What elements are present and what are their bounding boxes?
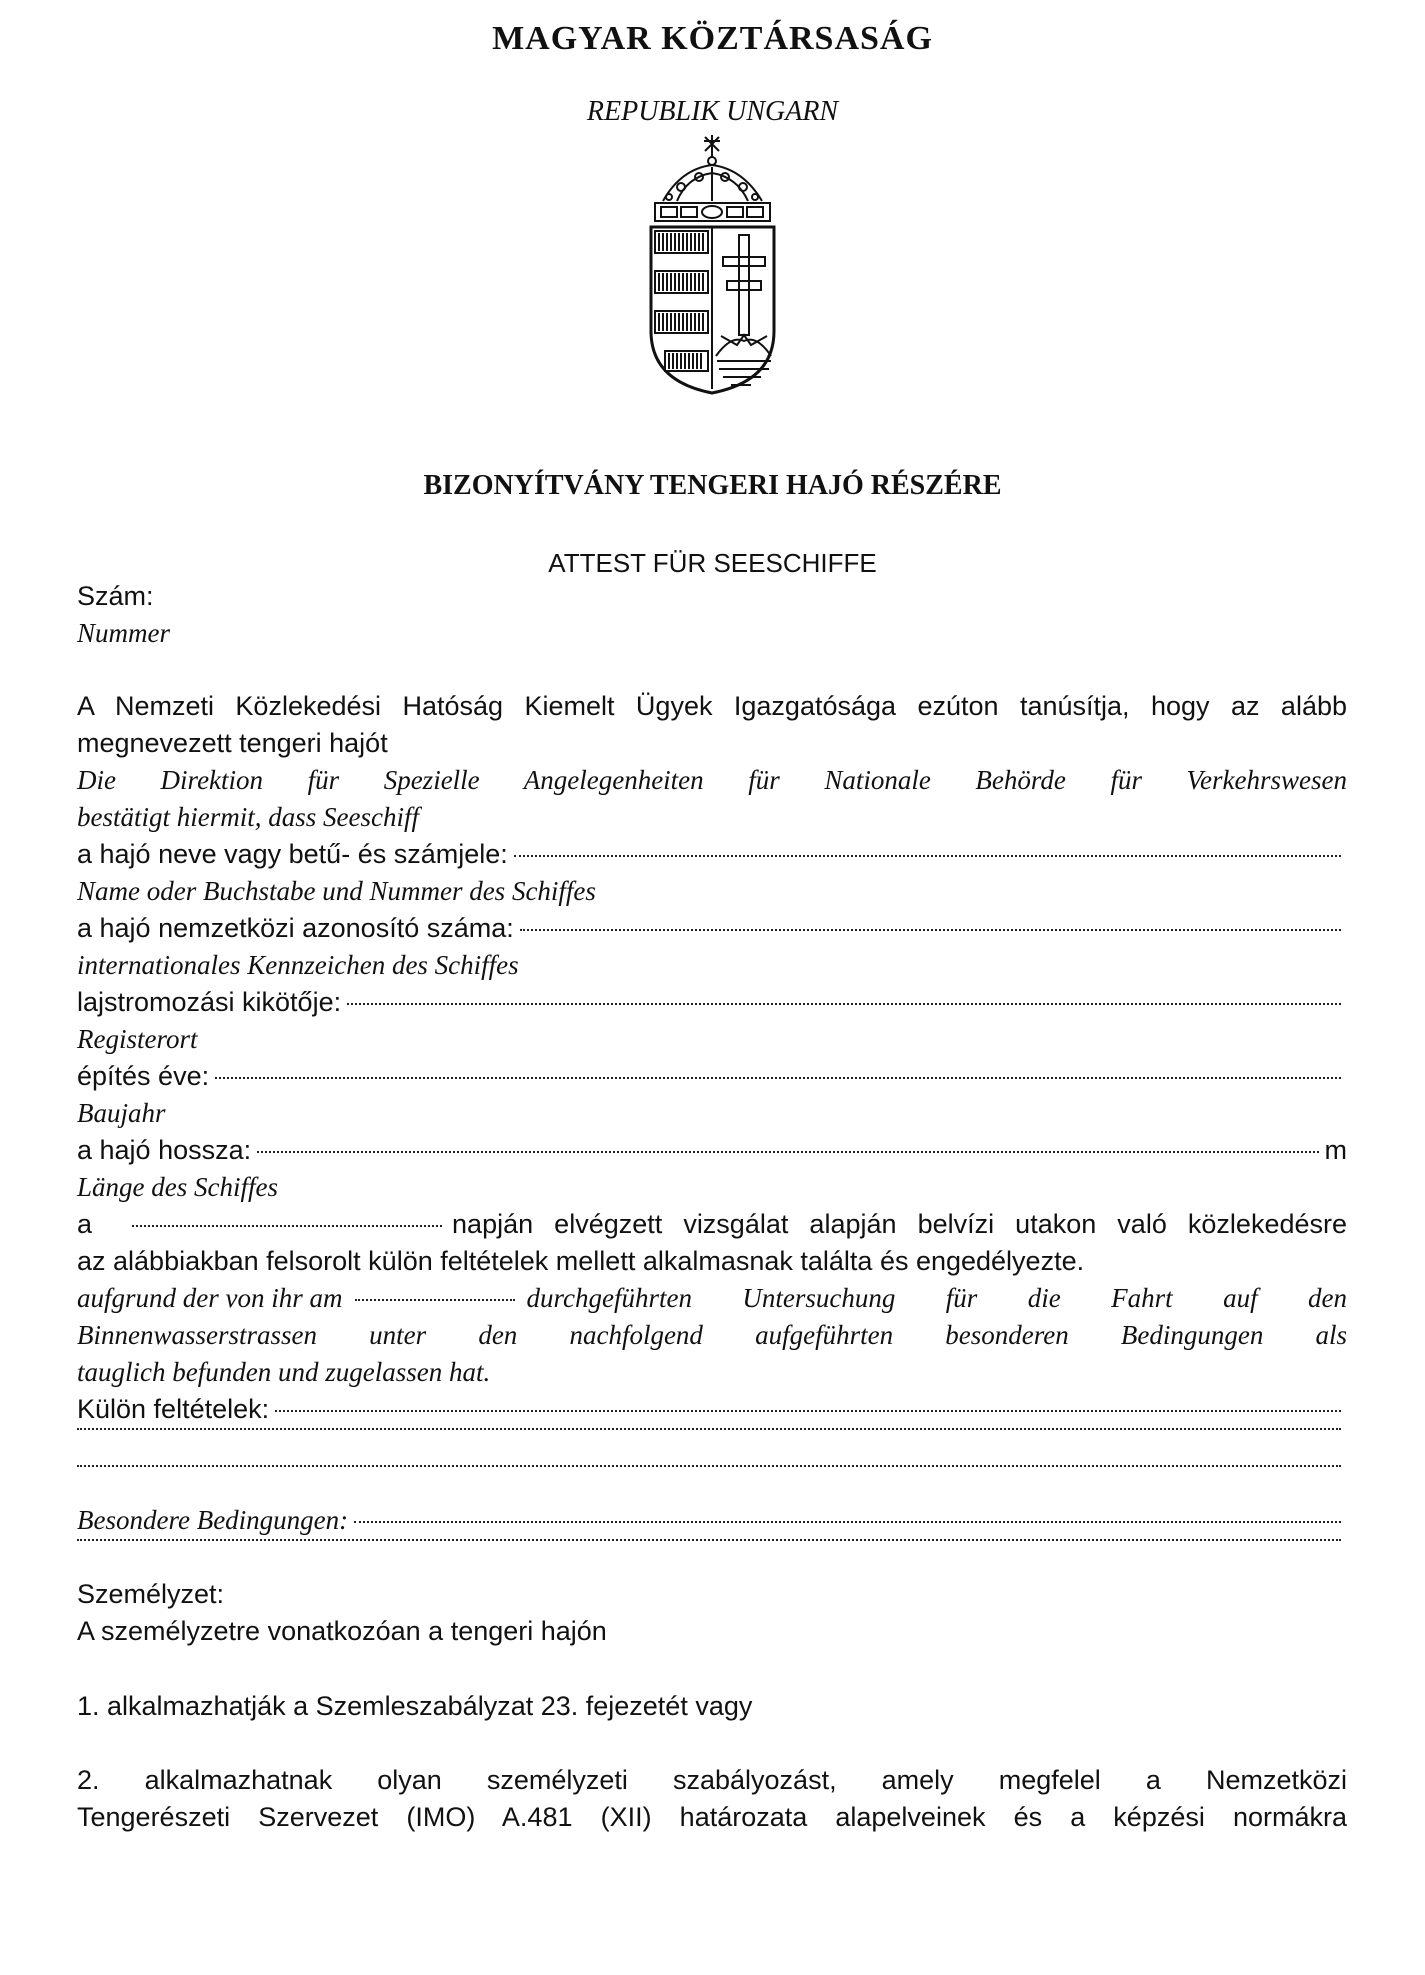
inspection-line-1-text: napján elvégzett vizsgálat alapján belvízi utakon való közlekedésre [452, 1209, 1347, 1239]
crew-item-2-line-1: 2. alkalmazhatnak olyan személyzeti szabályozást, amely megfelel a Nemzetközi [77, 1765, 1347, 1795]
crew-intro: A személyzetre vonatkozóan a tengeri hajón [77, 1616, 607, 1646]
intro-line-1: A Nemzeti Közlekedési Hatóság Kiemelt Ügyek Igazgatósága ezúton tanúsítja, hogy az alább [77, 691, 1347, 721]
ship-name-label-german: Name oder Buchstabe und Nummer des Schiffes [77, 876, 596, 906]
build-year-label: építés éve: [77, 1061, 210, 1091]
registry-port-label: lajstromozási kikötője: [77, 987, 342, 1017]
number-label-german: Nummer [77, 618, 170, 648]
inspection-line-1 [77, 1208, 1347, 1240]
conditions-label: Külön feltételek: [77, 1394, 270, 1424]
registry-port-blank [347, 999, 1341, 1005]
intro-line-2: megnevezett tengeri hajót [77, 728, 388, 758]
conditions-german-blank-line-2 [77, 1541, 1347, 1573]
number-label: Szám: [77, 581, 154, 611]
intl-id-label: a hajó nemzetközi azonosító száma: [77, 913, 514, 943]
country-title: MAGYAR KÖZTÁRSASÁG [492, 20, 933, 57]
ship-name-field [77, 838, 1347, 870]
ship-length-blank [257, 1147, 1318, 1153]
conditions-blank-1 [275, 1406, 1341, 1412]
ship-name-blank [514, 851, 1341, 857]
intro-german-line-1: Die Direktion für Spezielle Angelegenheiten für Nationale Behörde für Verkehrswesen [77, 765, 1347, 795]
inspection-line-2: az alábbiakban felsorolt külön feltételek mellett alkalmasnak találta és engedélyezte. [77, 1246, 1085, 1276]
build-year-field [77, 1060, 1347, 1092]
intl-id-blank [520, 925, 1341, 931]
document-subtitle: ATTEST FÜR SEESCHIFFE [548, 548, 877, 578]
conditions-field-german [77, 1504, 1347, 1536]
country-title-german: REPUBLIK UNGARN [586, 96, 839, 127]
registry-port-field [77, 986, 1347, 1018]
crew-label: Személyzet: [77, 1579, 225, 1609]
ship-length-unit: m [1324, 1135, 1347, 1165]
crew-item-1: 1. alkalmazhatják a Szemleszabályzat 23. fejezetét vagy [77, 1691, 753, 1721]
inspection-german-line-1-text: durchgeführten Untersuchung für die Fahrt auf den [526, 1283, 1347, 1313]
conditions-blank-line-2 [77, 1430, 1347, 1462]
inspection-german-line-1 [77, 1282, 1347, 1314]
inspection-prefix: a [77, 1209, 93, 1239]
inspection-date-blank [132, 1221, 442, 1227]
conditions-blank-3 [77, 1461, 1341, 1467]
document-title: BIZONYÍTVÁNY TENGERI HAJÓ RÉSZÉRE [423, 470, 1002, 501]
intl-id-label-german: internationales Kennzeichen des Schiffes [77, 950, 519, 980]
conditions-field [77, 1393, 1347, 1425]
ship-length-field [77, 1134, 1347, 1166]
conditions-german-blank-2 [77, 1535, 1341, 1541]
intl-id-field [77, 912, 1347, 944]
conditions-blank-2 [77, 1424, 1341, 1430]
inspection-date-blank-german [355, 1295, 515, 1301]
build-year-label-german: Baujahr [77, 1098, 166, 1128]
conditions-german-blank-1 [354, 1517, 1341, 1523]
inspection-german-line-3: tauglich befunden und zugelassen hat. [77, 1357, 491, 1387]
inspection-german-prefix: aufgrund der von ihr am [77, 1283, 343, 1313]
coat-of-arms-icon [641, 131, 784, 396]
crew-item-2-line-2: Tengerészeti Szervezet (IMO) A.481 (XII) határozata alapelveinek és a képzési normákra [77, 1802, 1347, 1832]
ship-name-label: a hajó neve vagy betű- és számjele: [77, 839, 508, 869]
conditions-label-german: Besondere Bedingungen: [77, 1505, 349, 1535]
inspection-german-line-2: Binnenwasserstrassen unter den nachfolgend aufgeführten besonderen Bedingungen als [77, 1320, 1347, 1350]
build-year-blank [215, 1073, 1341, 1079]
intro-german-line-2: bestätigt hiermit, dass Seeschiff [77, 802, 419, 832]
registry-port-label-german: Registerort [77, 1024, 198, 1054]
ship-length-label: a hajó hossza: [77, 1135, 252, 1165]
conditions-blank-line-3 [77, 1467, 1347, 1499]
ship-length-label-german: Länge des Schiffes [77, 1172, 278, 1202]
